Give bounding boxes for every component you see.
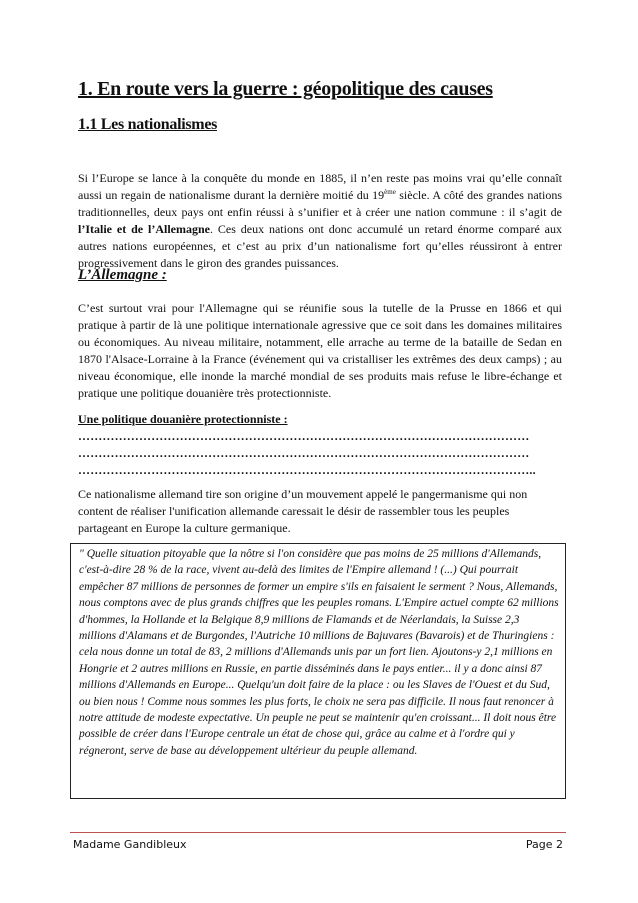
footer-author: Madame Gandibleux xyxy=(73,838,187,851)
intro-text-1: Si l’Europe se lance à la conquête du monde en 1885, il n’en reste pas moins vrai qu’elle connaît aussi un regain de nationalisme durant la dernière moitié du 19 xyxy=(78,171,562,202)
quote-text: " Quelle situation pitoyable que la nôtre si l'on considère que pas moins de 25 millions d'Allemands, c'est-à-dire 28 % de la race, vivent au-delà des limites de l'Empire allemand ! (...) Qui pourrait empêcher 87 millions de personnes de former un empire s'ils en faisaient le serment ? Nous, Allemands, nous comptons avec de plus grands chiffres que les peuples romans. L'Empire actuel compte 62 millions d'hommes, la Hollande et la Belgique 8,9 millions de Flamands et de Néerlandais, la Suisse 2,3 millions d'Alamans et de Burgondes, l'Autriche 10 millions de Bajuvares (Bavarois) et de Thuringiens : cela nous donne un total de 83, 2 millions d'Allemands unis par un fort lien. Ajoutons-y 2,1 millions en Hongrie et 2 autres millions en Russie, en partie disséminés dans le pays entier... il y a donc ainsi 87 millions d'Allemands en Europe... Quelqu'un doit faire de la place : ou les Slaves de l'Ouest et du Sud, ou bien nous ! Comme nous sommes les plus forts, le choix ne sera pas difficile. Il nous faut renoncer à notre attitude de modeste expectative. Un peuple ne peut se maintenir qu'en croissant... Il doit nous être possible de créer dans l'Europe centrale un état de chose qui, grâce au calme et à l'ordre qui y régneront, serve de base au développement ultérieur du peuple allemand. xyxy=(79,548,559,757)
intro-text-2: siècle. A côté des grandes nations traditionnelles, deux pays ont enfin réussi à s’unifier et à créer une nation commune : il s’agit de xyxy=(78,188,562,219)
answer-line[interactable]: ………………………………………………………………………………………………… xyxy=(78,429,530,443)
answer-line[interactable]: ………………………………………………………………………………………………… xyxy=(78,446,530,460)
footer-page-number: Page 2 xyxy=(525,838,563,851)
chapter-title: 1. En route vers la guerre : géopolitique des causes xyxy=(78,78,493,100)
intro-superscript: ème xyxy=(384,188,396,196)
intro-text-3: . Ces deux nations ont donc accumulé un retard énorme comparé aux autres nations européennes, et c’est au prix d’un nationalisme fort qu’elles réussiront à entrer progressivement dans le giron des grandes puissances. xyxy=(78,222,562,270)
answer-line[interactable]: ………………………………………………………………………………………………….. xyxy=(78,463,536,477)
section-title: 1.1 Les nationalismes xyxy=(78,116,218,133)
germany-heading: L’Allemagne : xyxy=(78,267,167,283)
footer-divider xyxy=(70,832,566,833)
pangermanism-paragraph: Ce nationalisme allemand tire son origine d’un mouvement appelé le pangermanisme qui non content de réaliser l'unification allemande caressait le désir de rassembler tous les peuples partageant en Europe la culture germanique. xyxy=(78,487,528,535)
germany-paragraph: C’est surtout vrai pour l'Allemagne qui se réunifie sous la tutelle de la Prusse en 1866 et qui pratique à partir de là une politique internationale agressive que ce soit dans les domaines militaires ou économiques. Au niveau militaire, notamment, elle arrache au terme de la bataille de Sedan en 1870 l'Alsace-Lorraine à la France (événement qui va cristalliser les extrêmes des deux camps) ; au niveau économique, elle inonde la marché mondial de ses produits mais refuse le libre-échange et pratique une politique douanière très protectionniste. xyxy=(78,301,562,400)
intro-paragraph xyxy=(78,170,562,272)
quote-box xyxy=(70,543,566,799)
exercise-title: Une politique douanière protectionniste : xyxy=(78,412,288,426)
intro-bold-countries: l’Italie et de l’Allemagne xyxy=(78,222,210,236)
